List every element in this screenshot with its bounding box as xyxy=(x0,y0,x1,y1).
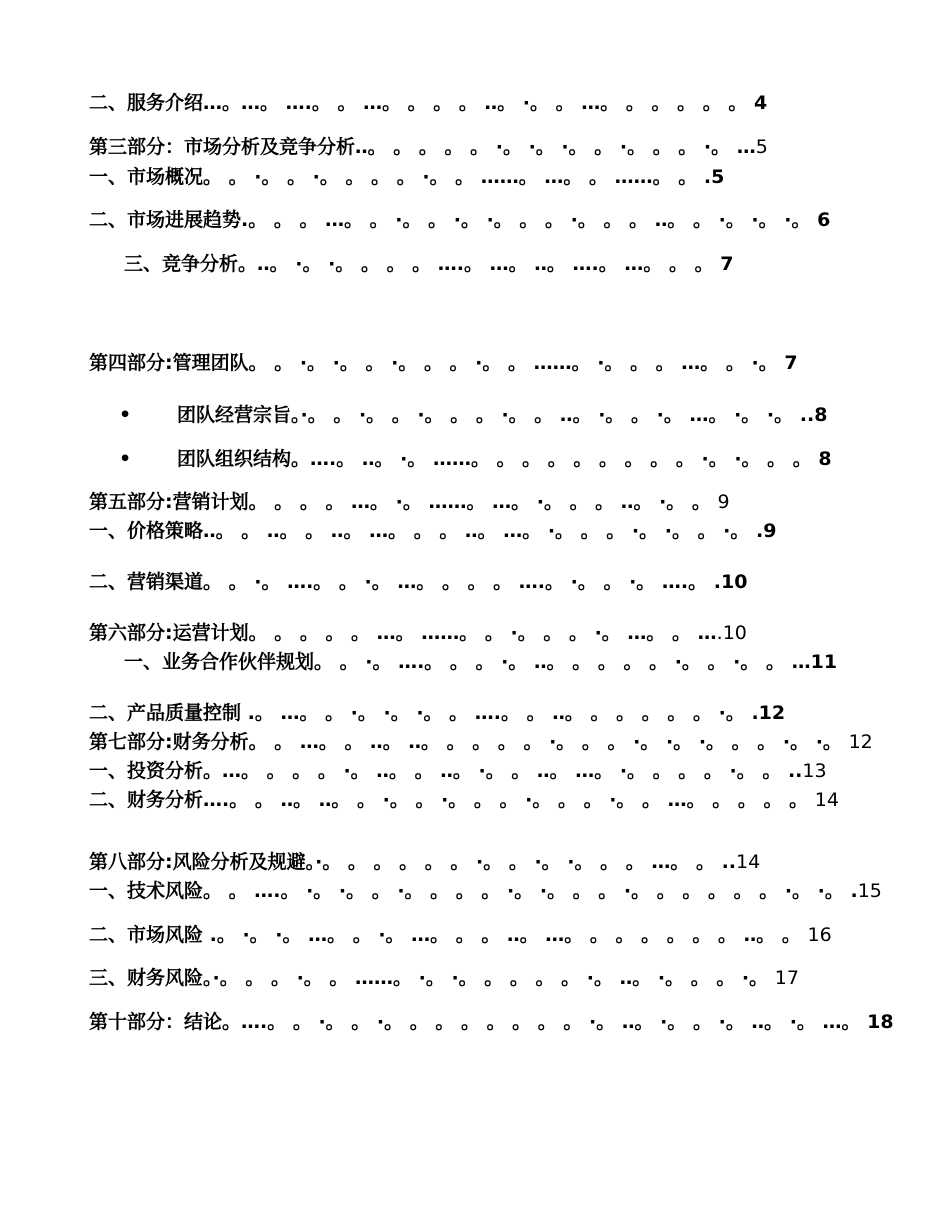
toc-page-number: .12 xyxy=(751,702,786,724)
toc-entry-part7-financial-analysis[interactable] xyxy=(89,730,873,754)
toc-page-number: .10 xyxy=(716,622,747,644)
toc-entry-text: 第十部分：结论。….。 。 ·。 。 ·。 。 。 。 。 。 。 。 ·。 ‥。 ·。 。 ·。 ‥。 ·。 …。 xyxy=(89,1011,868,1033)
bullet-icon: • xyxy=(119,448,132,470)
toc-page-number: 12 xyxy=(848,731,873,753)
toc-entry-text: 一、技术风险。 。 ….。 ·。 ·。 。 ·。 。 。 。 ·。 ·。 。 。 ·。 。 。 。 。 。 ·。 ·。 . xyxy=(89,880,858,902)
toc-entry-pricing-strategy[interactable] xyxy=(89,519,776,543)
toc-page-number: 7 xyxy=(784,352,798,374)
toc-page-number: .5 xyxy=(703,166,725,188)
toc-page-number: 9 xyxy=(717,491,730,513)
toc-entry-marketing-channels[interactable] xyxy=(89,570,747,594)
toc-entry-text: 第八部分:风险分析及规避。·。 。 。 。 。 。 ·。 。 ·。 ·。 。 。 …。 。 .. xyxy=(89,851,737,873)
toc-entry-text: 第六部分:运营计划。 。 。 。 。 …。 ……。 。 ·。 。 。 ·。 …。 。 … xyxy=(89,622,717,644)
toc-page-number: 13 xyxy=(802,760,827,782)
toc-entry-part10-conclusion[interactable] xyxy=(89,1010,894,1034)
toc-entry-competition-analysis[interactable] xyxy=(124,252,733,276)
toc-entry-part3-market-analysis[interactable] xyxy=(89,135,768,159)
toc-entry-financial-risk[interactable] xyxy=(89,966,799,990)
toc-page-number: .9 xyxy=(756,520,777,542)
toc-page-number: 14 xyxy=(736,851,761,873)
toc-entry-text: 二、服务介绍…。…。 ….。 。 …。 。 。 。 ‥。 ·。 。 …。 。 。 。 。 。 xyxy=(89,92,754,114)
toc-page-number: 18 xyxy=(867,1011,894,1033)
toc-entry-text: 三、竞争分析。‥。 ·。 ·。 。 。 。 ….。 …。 ‥。 ….。 …。 。 。 xyxy=(124,253,721,275)
toc-page-number: 6 xyxy=(817,209,831,231)
toc-page-number: .10 xyxy=(713,571,748,593)
toc-page-number: 17 xyxy=(774,967,799,989)
toc-entry-text: 第四部分:管理团队。 。 ·。 ·。 。 ·。 。 。 ·。 。 ……。 ·。 。 。 …。 。 ·。 xyxy=(89,352,785,374)
toc-entry-text: 一、业务合作伙伴规划。 。 ·。 ….。 。 。 ·。 ‥。 。 。 。 。 ·。 。 ·。 。 … xyxy=(124,651,811,673)
toc-entry-text: 三、财务风险。·。 。 。 ·。 。 ……。 ·。 ·。 。 。 。 。 ·。 ‥。 ·。 。 。 ·。 xyxy=(89,967,775,989)
toc-entry-text: 第五部分:营销计划。 。 。 。 …。 ·。 ……。 …。 ·。 。 。 ‥。 ·。 。 xyxy=(89,491,718,513)
toc-entry-text: 二、营销渠道。 。 ·。 ….。 。 ·。 …。 。 。 。 ….。 ·。 。 ·。 ….。 xyxy=(89,571,714,593)
toc-entry-part4-management-team[interactable] xyxy=(89,351,798,375)
toc-entry-text: 二、财务分析….。 。 ‥。 ‥。 。 ·。 。 ·。 。 。 ·。 。 。 ·。 。 …。 。 。 。 。 xyxy=(89,789,815,811)
toc-page-number: 5 xyxy=(755,136,768,158)
toc-page-number: 16 xyxy=(807,924,832,946)
toc-entry-market-trends[interactable] xyxy=(89,208,830,232)
bullet-icon: • xyxy=(119,404,132,426)
toc-entry-market-overview[interactable] xyxy=(89,165,724,189)
toc-entry-technical-risk[interactable] xyxy=(89,879,882,903)
toc-entry-text: 团队经营宗旨。·。 。 ·。 。 ·。 。 。 ·。 。 ‥。 ·。 。 ·。 …。 ·。 ·。 xyxy=(177,404,800,426)
toc-entry-part8-risk-analysis[interactable] xyxy=(89,850,760,874)
toc-page-number: 15 xyxy=(857,880,882,902)
toc-entry-text: 第三部分：市场分析及竞争分析‥。 。 。 。 。 ·。 ·。 ·。 。 ·。 。 。 ·。 … xyxy=(89,136,756,158)
toc-entry-text: 二、产品质量控制 .。 …。 。 ·。 ·。 ·。 。 ….。 。 ‥。 。 。 。 。 。 ·。 xyxy=(89,702,752,724)
toc-page-number: 7 xyxy=(720,253,734,275)
toc-entry-text: 二、市场进展趋势.。 。 。 …。 。 ·。 。 ·。 ·。 。 。 ·。 。 。 ‥。 。 ·。 ·。 ·。 xyxy=(89,209,818,231)
toc-entry-investment-analysis[interactable] xyxy=(89,759,827,783)
toc-entry-partner-planning[interactable] xyxy=(124,650,837,674)
toc-page-number: 8 xyxy=(818,448,832,470)
toc-entry-market-risk[interactable] xyxy=(89,923,832,947)
toc-entry-team-structure[interactable] xyxy=(119,447,832,471)
toc-entry-quality-control[interactable] xyxy=(89,701,785,725)
toc-entry-text: 一、价格策略‥。 。 ‥。 。 ‥。 …。 。 。 ‥。 …。 ·。 。 。 ·。 ·。 。 ·。 xyxy=(89,520,757,542)
toc-entry-part5-marketing-plan[interactable] xyxy=(89,490,730,514)
toc-page-number: 14 xyxy=(814,789,839,811)
toc-entry-text: 第七部分:财务分析。 。 …。 。 ‥。 ‥。 。 。 。 。 ·。 。 。 ·。 ·。 ·。 。 。 ·。 ·。 xyxy=(89,731,849,753)
toc-entry-service-intro[interactable] xyxy=(89,91,767,115)
toc-entry-team-mission[interactable] xyxy=(119,403,827,427)
toc-page-number: ..8 xyxy=(799,404,828,426)
toc-page-number: 4 xyxy=(753,92,768,114)
toc-entry-part6-operations-plan[interactable] xyxy=(89,621,747,645)
toc-page-number: 11 xyxy=(810,651,838,673)
toc-entry-text: 二、市场风险 .。 ·。 ·。 …。 。 ·。 …。 。 。 ‥。 …。 。 。 。 。 。 。 ‥。 。 xyxy=(89,924,808,946)
toc-entry-text: 一、市场概况。 。 ·。 。 ·。 。 。 。 ·。 。 ……。 …。 。 ……。 。 xyxy=(89,166,704,188)
toc-entry-finance-analysis[interactable] xyxy=(89,788,839,812)
toc-entry-text: 团队组织结构。….。 ‥。 ·。 ……。 。 。 。 。 。 。 。 。 ·。 ·。 。 。 xyxy=(177,448,819,470)
toc-entry-text: 一、投资分析。…。 。 。 。 ·。 ‥。 。 ‥。 ·。 。 ‥。 …。 ·。 。 。 。 ·。 。 .. xyxy=(89,760,803,782)
